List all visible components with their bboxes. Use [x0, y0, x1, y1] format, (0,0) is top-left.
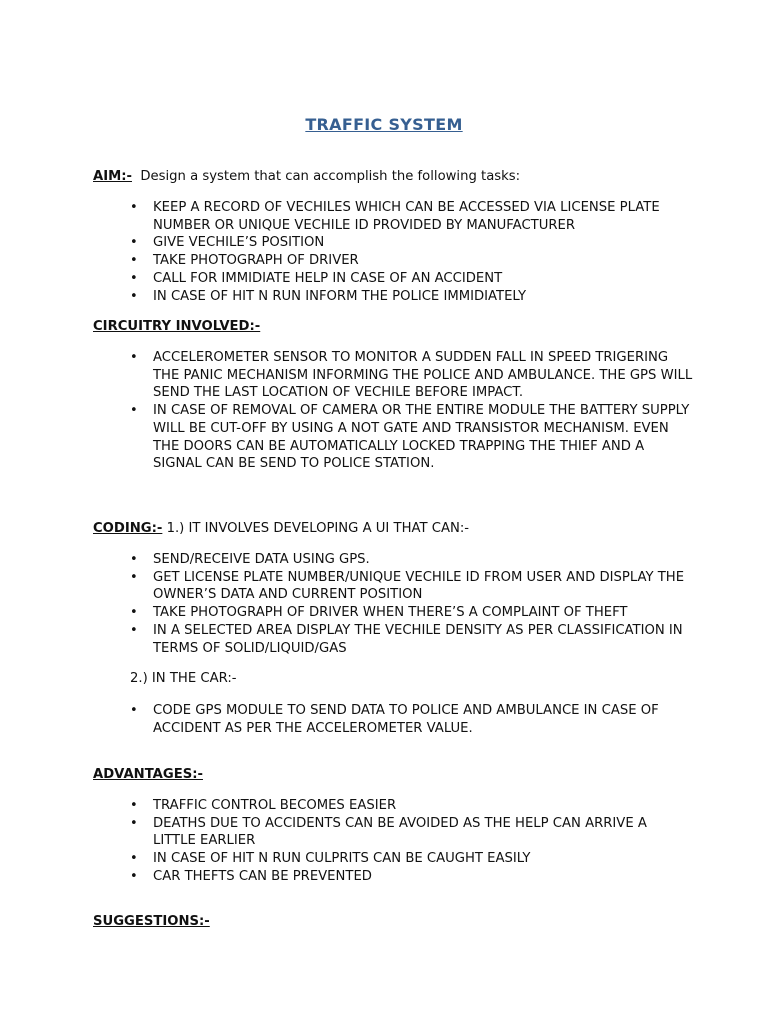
coding-paragraph: [93, 520, 469, 538]
advantages-list: [93, 797, 693, 886]
coding-text: 1.) IT INVOLVES DEVELOPING A UI THAT CAN:-: [166, 521, 470, 536]
list-item: • TRAFFIC CONTROL BECOMES EASIER: [93, 797, 693, 815]
coding-list: [93, 551, 693, 657]
list-item: • IN CASE OF REMOVAL OF CAMERA OR THE ENTIRE MODULE THE BATTERY SUPPLY WILL BE CUT-OFF BY USING A NOT GATE AND TRANSISTOR MECHANISM. EVEN THE DOORS CAN BE AUTOMATICALLY LOCKED TRAPPING THE THIEF AND A SIGNAL CAN BE SEND TO POLICE STATION.: [93, 402, 693, 473]
aim-list: [93, 199, 693, 305]
circuitry-heading: CIRCUITRY INVOLVED:-: [93, 319, 261, 334]
list-item: • TAKE PHOTOGRAPH OF DRIVER: [93, 252, 693, 270]
suggestions-heading: SUGGESTIONS:-: [93, 914, 210, 929]
circuitry-list: [93, 349, 693, 473]
suggestions-paragraph: [93, 913, 210, 931]
circuitry-paragraph: [93, 318, 260, 336]
aim-text: Design a system that can accomplish the following tasks:: [140, 169, 521, 184]
coding-sub-heading: 2.) IN THE CAR:-: [130, 671, 237, 686]
list-item: • KEEP A RECORD OF VECHILES WHICH CAN BE ACCESSED VIA LICENSE PLATE NUMBER OR UNIQUE VECHILE ID PROVIDED BY MANUFACTURER: [93, 199, 693, 234]
list-item: • CALL FOR IMMIDIATE HELP IN CASE OF AN ACCIDENT: [93, 270, 693, 288]
list-item: • DEATHS DUE TO ACCIDENTS CAN BE AVOIDED AS THE HELP CAN ARRIVE A LITTLE EARLIER: [93, 815, 693, 850]
document-title: TRAFFIC SYSTEM: [305, 115, 463, 134]
list-item: • CAR THEFTS CAN BE PREVENTED: [93, 868, 693, 886]
list-item: • IN CASE OF HIT N RUN INFORM THE POLICE IMMIDIATELY: [93, 288, 693, 306]
list-item: • TAKE PHOTOGRAPH OF DRIVER WHEN THERE’S A COMPLAINT OF THEFT: [93, 604, 693, 622]
list-item: • GIVE VECHILE’S POSITION: [93, 234, 693, 252]
list-item: • CODE GPS MODULE TO SEND DATA TO POLICE AND AMBULANCE IN CASE OF ACCIDENT AS PER THE ACCELEROMETER VALUE.: [93, 702, 693, 737]
aim-heading: AIM:-: [93, 169, 132, 184]
advantages-paragraph: [93, 766, 203, 784]
list-item: • ACCELEROMETER SENSOR TO MONITOR A SUDDEN FALL IN SPEED TRIGERING THE PANIC MECHANISM INFORMING THE POLICE AND AMBULANCE. THE GPS WILL SEND THE LAST LOCATION OF VECHILE BEFORE IMPACT.: [93, 349, 693, 402]
list-item: • IN A SELECTED AREA DISPLAY THE VECHILE DENSITY AS PER CLASSIFICATION IN TERMS OF SOLID/LIQUID/GAS: [93, 622, 693, 657]
list-item: • IN CASE OF HIT N RUN CULPRITS CAN BE CAUGHT EASILY: [93, 850, 693, 868]
coding-sub-list: [93, 702, 693, 737]
list-item: • GET LICENSE PLATE NUMBER/UNIQUE VECHILE ID FROM USER AND DISPLAY THE OWNER’S DATA AND CURRENT POSITION: [93, 569, 693, 604]
list-item: • SEND/RECEIVE DATA USING GPS.: [93, 551, 693, 569]
advantages-heading: ADVANTAGES:-: [93, 767, 203, 782]
coding-heading: CODING:-: [93, 521, 163, 536]
aim-paragraph: [93, 168, 520, 186]
